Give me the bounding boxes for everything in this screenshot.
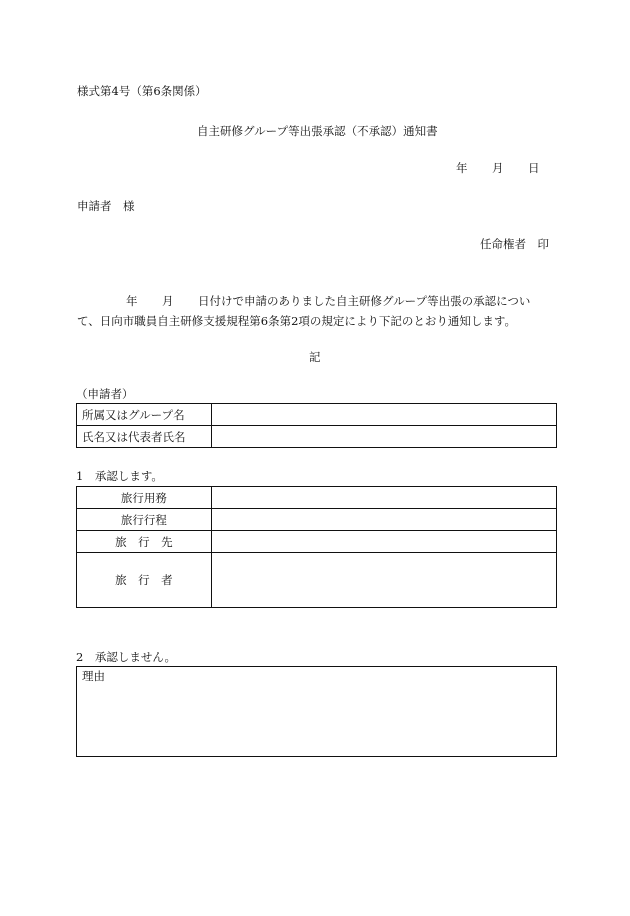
body-month-label: 月 xyxy=(162,294,174,308)
document-title: 自主研修グループ等出張承認（不承認）通知書 xyxy=(197,124,438,138)
applicant-org-field[interactable] xyxy=(211,404,556,426)
approve-table xyxy=(76,486,557,608)
issuer-line: 任命権者 印 xyxy=(480,237,549,251)
traveler-label: 旅 行 者 xyxy=(77,553,212,608)
reject-heading: 2 承認しません。 xyxy=(76,650,177,664)
travel-destination-label: 旅 行 先 xyxy=(77,531,212,553)
applicant-name-label: 氏名又は代表者氏名 xyxy=(77,426,212,448)
body-line2: て、日向市職員自主研修支援規程第6条第2項の規定により下記のとおり通知します。 xyxy=(77,314,516,328)
table-row xyxy=(77,487,557,509)
date-year-label: 年 xyxy=(456,161,468,175)
travel-purpose-field[interactable] xyxy=(211,487,556,509)
travel-itinerary-field[interactable] xyxy=(211,509,556,531)
body-line1: 日付けで申請のありました自主研修グループ等出張の承認につい xyxy=(198,294,531,308)
applicant-name-field[interactable] xyxy=(211,426,556,448)
date-day-label: 日 xyxy=(528,161,540,175)
form-number: 様式第4号（第6条関係） xyxy=(77,84,207,98)
table-row xyxy=(77,531,557,553)
applicant-org-label: 所属又はグループ名 xyxy=(77,404,212,426)
travel-purpose-label: 旅行用務 xyxy=(77,487,212,509)
recipient-line: 申請者 様 xyxy=(77,199,135,213)
travel-itinerary-label: 旅行行程 xyxy=(77,509,212,531)
reason-box[interactable] xyxy=(76,666,557,757)
body-year-label: 年 xyxy=(126,294,138,308)
traveler-field[interactable] xyxy=(211,553,556,608)
table-row xyxy=(77,509,557,531)
date-month-label: 月 xyxy=(492,161,504,175)
travel-destination-field[interactable] xyxy=(211,531,556,553)
table-row xyxy=(77,426,557,448)
reason-label: 理由 xyxy=(82,669,105,683)
ki-heading: 記 xyxy=(309,350,321,364)
table-row xyxy=(77,404,557,426)
applicant-heading: （申請者） xyxy=(76,387,134,401)
table-row xyxy=(77,553,557,608)
approve-heading: 1 承認します。 xyxy=(76,469,163,483)
applicant-table xyxy=(76,403,557,448)
